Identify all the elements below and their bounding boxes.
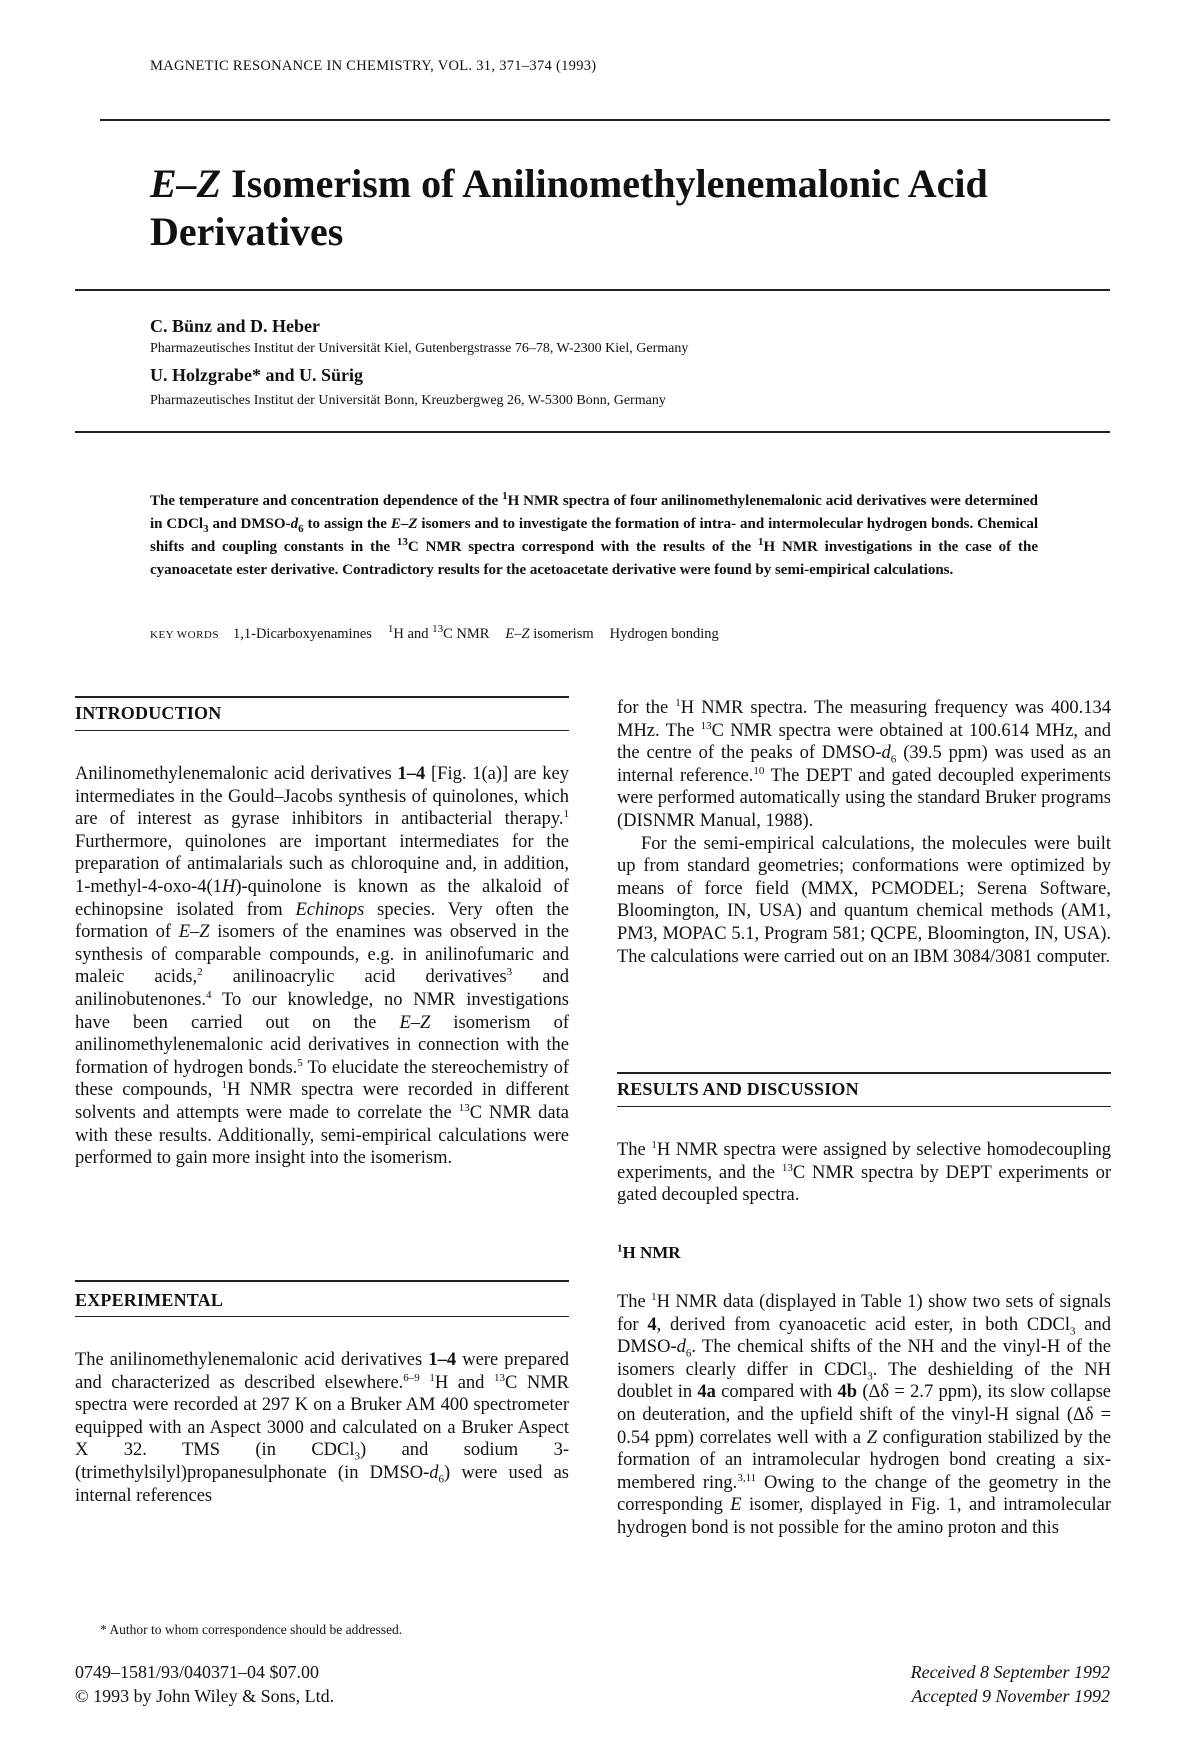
affiliation-1: Pharmazeutisches Institut der Universität Kiel, Gutenbergstrasse 76–78, W-2300 Kiel, Germany	[150, 341, 689, 356]
h-nmr-text: The $^1$H NMR data (displayed in Table 1) show two sets of signals for 4, derived from cyanoacetic acid ester, in both CDCl$_3$ and DMSO-$d_6$. The chemical shifts of the NH and the vinyl-H of the isomers clearly differ in CDCl$_3$. The deshielding of the NH doublet in 4a compared with 4b (Δδ = 2.7 ppm), its slow collapse on deuteration, and the upfield shift of the vinyl-H signal (Δδ = 0.54 ppm) correlates well with a Z configuration stabilized by the formation of an intramolecular hydrogen bond creating a six-membered ring.$^{3,11}$ Owing to the change of the geometry in the corresponding E isomer, displayed in Fig. 1, and intramolecular hydrogen bond is not possible for the amino proton and this	[617, 1290, 1111, 1538]
title-text: Isomerism of Anilinomethylenemalonic Acid Derivatives	[150, 161, 988, 254]
results-rule-bottom	[617, 1106, 1111, 1107]
experimental-rule-bottom	[75, 1316, 569, 1317]
experimental-rule-top	[75, 1280, 569, 1282]
article-title	[150, 160, 1050, 256]
introduction-heading: INTRODUCTION	[75, 703, 222, 723]
header-rule	[100, 119, 1110, 121]
title-italic: E–Z	[150, 161, 222, 206]
footer-right	[810, 1660, 1110, 1708]
experimental-text: The anilinomethylenemalonic acid derivatives 1–4 were prepared and characterized as described elsewhere.$^{6-9}$ $^1$H and $^{13}$C NMR spectra were recorded at 297 K on a Bruker AM 400 spectrometer equipped with an Aspect 3000 and calculated on a Bruker Aspect X 32. TMS (in CDCl$_3$) and sodium 3-(trimethylsilyl)propanesulphonate (in DMSO-$d_6$) were used as internal references	[75, 1350, 570, 1506]
received-date: Received 8 September 1992	[910, 1662, 1110, 1682]
results-rule-top	[617, 1072, 1111, 1074]
title-rule	[75, 289, 1110, 291]
results-intro-text: The $^1$H NMR spectra were assigned by selective homodecoupling experiments, and the $^{13}$C NMR spectra by DEPT experiments or gated decoupled spectra.	[617, 1138, 1111, 1206]
author-group-1: C. Bünz and D. Heber	[150, 316, 321, 336]
results-heading: RESULTS AND DISCUSSION	[617, 1079, 859, 1099]
authors-rule	[75, 431, 1110, 433]
price-code: 0749–1581/93/040371–04 $07.00	[75, 1662, 320, 1682]
keyword-1: 1,1-Dicarboxyenamines	[232, 626, 372, 642]
author-group-2: U. Holzgrabe* and U. Sürig	[150, 365, 364, 385]
copyright: © 1993 by John Wiley & Sons, Ltd.	[75, 1686, 335, 1706]
introduction-text: Anilinomethylenemalonic acid derivatives 1–4 [Fig. 1(a)] are key intermediates in the Gould–Jacobs synthesis of quinolones, which are of interest as gyrase inhibitors in antibacterial therapy.$^1$ Furthermore, quinolones are important intermediates for the preparation of antimalarials such as chloroquine and, in addition, 1-methyl-4-oxo-4(1H)-quinolone is known as the alkaloid of echinopsine isolated from Echinops species. Very often the formation of E–Z isomers of the enamines was observed in the synthesis of comparable compounds, e.g. in anilinofumaric and maleic acids,$^2$ anilinoacrylic acid derivatives$^3$ and anilinobutenones.$^4$ To our knowledge, no NMR investigations have been carried out on the E–Z isomerism of anilinomethylenemalonic acid derivatives in connection with the formation of hydrogen bonds.$^5$ To elucidate the stereochemistry of these compounds, $^1$H NMR spectra were recorded in different solvents and attempts were made to correlate the $^{13}$C NMR data with these results. Additionally, semi-empirical calculations were performed to gain more insight into the isomerism.	[75, 764, 570, 1169]
keywords-label: KEY WORDS	[150, 629, 219, 641]
accepted-date: Accepted 9 November 1992	[911, 1686, 1110, 1706]
intro-rule-top	[75, 696, 569, 698]
footer-left	[75, 1660, 334, 1708]
keywords	[150, 623, 735, 643]
journal-header: MAGNETIC RESONANCE IN CHEMISTRY, VOL. 31, 371–374 (1993)	[150, 58, 597, 74]
keyword-3: E–Z isomerism	[505, 626, 594, 642]
h-nmr-subheading: $^1$H NMR	[617, 1242, 681, 1262]
experimental-heading: EXPERIMENTAL	[75, 1290, 224, 1310]
intro-rule-bottom	[75, 730, 569, 731]
experimental-text-cont: for the $^1$H NMR spectra. The measuring frequency was 400.134 MHz. The $^{13}$C NMR spectra were obtained at 100.614 MHz, and the centre of the peaks of DMSO-$d_6$ (39.5 ppm) was used as an internal reference.$^{10}$ The DEPT and gated decoupled experiments were performed automatically using the standard Bruker programs (DISNMR Manual, 1988). For the semi-empirical calculations, the molecules were built up from standard geometries; conformations were optimized by means of force field (MMX, PCMODEL; Serena Software, Bloomington, IN, USA) and quantum chemical methods (AM1, PM3, MOPAC 5.1, Program 581; QCPE, Bloomington, IN, USA). The calculations were carried out on an IBM 3084/3081 computer.	[617, 696, 1111, 967]
affiliation-2: Pharmazeutisches Institut der Universität Bonn, Kreuzbergweg 26, W-5300 Bonn, Germany	[150, 393, 666, 408]
abstract: The temperature and concentration dependence of the $^1$H NMR spectra of four anilinomethylenemalonic acid derivatives were determined in CDCl$_3$ and DMSO-$d_6$ to assign the E–Z isomers and to investigate the formation of intra- and intermolecular hydrogen bonds. Chemical shifts and coupling constants in the $^{13}$C NMR spectra correspond with the results of the $^1$H NMR investigations in the case of the cyanoacetate ester derivative. Contradictory results for the acetoacetate derivative were found by semi-empirical calculations.	[150, 490, 1038, 578]
keyword-4: Hydrogen bonding	[609, 626, 719, 642]
keyword-2: $^1$H and $^{13}$C NMR	[387, 623, 490, 642]
footnote: * Author to whom correspondence should be addressed.	[100, 1622, 403, 1637]
